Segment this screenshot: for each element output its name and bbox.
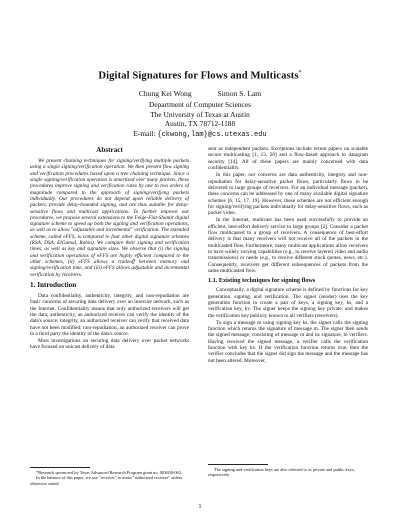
body-paragraph: To sign a message m using signing key ks, the signer calls the signing function which returns the signature of message m. The signer then sends the signed message, consisting of message m and its signature, to verifiers. Having received the signed message, a verifier calls the verification function with key kv. If the verification function returns true, then the verifier concludes that the signer did sign the message and the message has not been altered. Moreover, [208, 319, 368, 364]
email-address[interactable]: {ckwong,lam}@cs.utexas.edu [157, 130, 267, 139]
affiliation-line: Department of Computer Sciences [148, 100, 251, 109]
email-line [0, 129, 400, 141]
body-paragraph: sent as independent packets. Exceptions include recent papers on scalable secure multicasting [1, 13, 20] and a flow-based approach to datagram security [14]. All of these papers are mainly concerned with data confidentiality. [208, 146, 368, 171]
footnote: In the balance of this paper, we use "receiver" to mean "authorized receiver" unless otherwise stated. [30, 475, 183, 486]
author-name: Chung Kei Wong [138, 89, 192, 98]
subsection-heading: 1.1. Existing techniques for signing flows [208, 277, 316, 285]
author-name: Simon S. Lam [217, 89, 262, 98]
body-paragraph: In this paper, our concerns are data authenticity, integrity and non-repudiation for delay-sensitive packet flows, particularly flows to be delivered to large groups of receivers. For an individual message (packet), these concerns can be addressed by one of many available digital signature schemes [6, 15, 17, 19]. However, these schemes are not efficient enough for signing/verifying packets individually for delay-sensitive flows, such as packet video. [208, 172, 368, 217]
affiliation-line: The University of Texas at Austin [150, 109, 250, 119]
author-list [0, 89, 400, 98]
abstract-heading: Abstract [96, 146, 123, 154]
body-paragraph: In the Internet, multicast has been used successfully to provide an efficient, best-effort delivery service to large groups [2]. Consider a packet flow multicasted to a group of receivers. A consequence of best-effort delivery is that many receivers will not receive all of the packets in the multicasted flow. Furthermore, many multicast applications allow receivers to have widely varying capabilities (e.g., to receive layered video and audio transmissions) or needs (e.g., to receive different stock quotes, news, etc.). Consequently, receivers get different subsequences of packets from the same multicasted flow. [208, 217, 368, 274]
affiliation-line: Austin, TX 78712-1188 [164, 119, 236, 129]
page-number: 1 [198, 503, 202, 510]
footnote-rule [208, 464, 268, 465]
body-paragraph: Conceptually, a digital signature scheme is defined by functions for key generation, signing, and verification. The signer (sender) uses the key generation function to create a pair of keys, a signing key, ks, and a verification key, kv. The signer keeps the signing key private, and makes the verification key publicly known to all verifiers (receivers). [208, 287, 368, 319]
footnote-rule [30, 467, 90, 468]
affiliation-block [0, 100, 400, 140]
intro-paragraph: Most investigations on securing data delivery over packet networks have focused on unicast delivery of data [30, 338, 189, 351]
footnotes-right [208, 464, 368, 478]
footnote: The signing and verification keys are also referred to as private and public keys, respectively. [208, 467, 355, 478]
intro-paragraph: Data confidentiality, authenticity, integrity, and non-repudiation are basic concerns of securing data delivery over an insecure network, such as the Internet. Confidentiality means that only authorized receivers will get the data; authenticity, an authorized receiver can verify the identity of the data's source; integrity, an authorized receiver can verify that received data have not been modified; non-repudiation, an authorized receiver can prove to a third party the identity of the data's source. [30, 292, 189, 337]
footnote: *Research sponsored by Texas Advanced Research Program grant no. 003658-063. [36, 470, 183, 475]
footnotes-left [30, 467, 189, 486]
abstract-paragraph: We present chaining techniques for signing/verifying multiple packets using a single signing/verification operation. We then present flow signing and verification procedures based upon a tree chaining technique. Since a single signing/verification operation is amortized over many packets, these procedures improve signing and verification rates by one to two orders of magnitude compared to the approach of signing/verifying packets individually. Our procedures do not depend upon reliable delivery of packets, provide delay-bounded signing, and are thus suitable for delay-sensitive flows and multicast applications. To further improve our procedures, we propose several extensions to the Feige-Fiat-Shamir digital signature scheme to speed up both the signing and verification operations, as well as to allow "adjustable and incremental" verification. The extended scheme, called eFFS, is compared to four other digital signature schemes (RSA, DSA, ElGamal, Rabin). We compare their signing and verification times, as well as key and signature sizes. We observe that (i) the signing and verification operations of eFFS are highly efficient compared to the other schemes, (ii) eFFS allows a tradeoff between memory and signing/verification time, and (iii) eFFS allows adjustable and incremental verification by receivers. [30, 158, 189, 278]
email-label: E-mail: [133, 128, 156, 138]
right-column [208, 146, 368, 365]
paper-title: Digital Signatures for Flows and Multicasts* [98, 70, 302, 82]
left-column [30, 146, 189, 352]
section-heading-introduction: 1. Introduction [30, 280, 77, 289]
